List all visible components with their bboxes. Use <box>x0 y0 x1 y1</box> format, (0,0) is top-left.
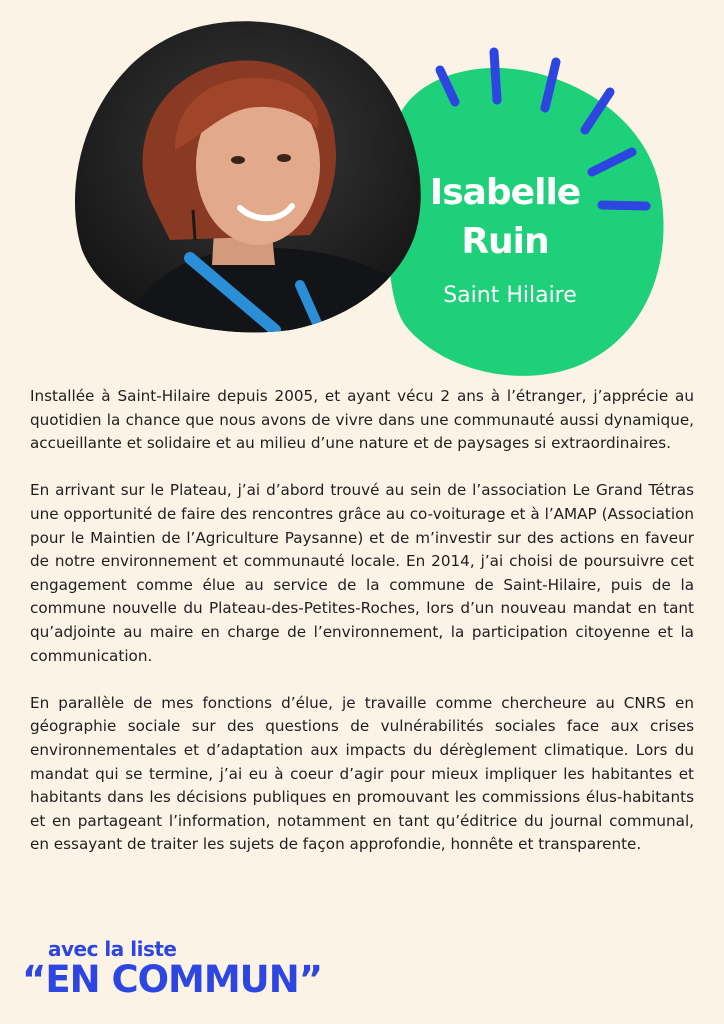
list-name: “EN COMMUN” <box>22 958 323 1001</box>
hero-graphic <box>0 0 724 390</box>
candidate-name <box>415 168 595 266</box>
candidate-town: Saint Hilaire <box>443 283 577 308</box>
bio-paragraph-2: En arrivant sur le Plateau, j’ai d’abord trouvé au sein de l’association Le Grand Tétras une opportunité de faire des rencontres grâce au co-voiturage et à l’AMAP (Association pour le Maintien de l’Agriculture Paysanne) et de m’investir sur des actions en faveur de notre environnement et communauté locale. En 2014, j’ai choisi de poursuivre cet engagement comme élue au service de la commune de Saint-Hilaire, puis de la commune nouvelle du Plateau-des-Petites-Roches, lors d’un nouveau mandat en tant qu’adjointe au maire en charge de l’environnement, la participation citoyenne et la communication. <box>30 481 694 665</box>
bio-paragraph-3: En parallèle de mes fonctions d’élue, je travaille comme chercheure au CNRS en géographie sociale sur des questions de vulnérabilités sociales face aux crises environnementales et d’adaptation aux impacts du dérèglement climatique. Lors du mandat qui se termine, j’ai eu à coeur d’agir pour mieux impliquer les habitantes et habitants dans les décisions publiques en promouvant les commissions élus-habitants et en partageant l’information, notamment en tant qu’éditrice du journal communal, en essayant de traiter les sujets de façon approfondie, honnête et transparente. <box>30 693 694 854</box>
portrait-photo <box>60 10 440 350</box>
bio-paragraph-1: Installée à Saint-Hilaire depuis 2005, et ayant vécu 2 ans à l’étranger, j’apprécie au quotidien la chance que nous avons de vivre dans une communauté aussi dynamique, accueillante et solidaire et au milieu d’une nature et de paysages si extraordinaires. <box>30 387 694 453</box>
biography <box>30 385 694 880</box>
candidate-first-name: Isabelle <box>429 172 581 213</box>
list-tagline: avec la liste <box>48 937 177 961</box>
candidate-last-name: Ruin <box>461 221 549 262</box>
